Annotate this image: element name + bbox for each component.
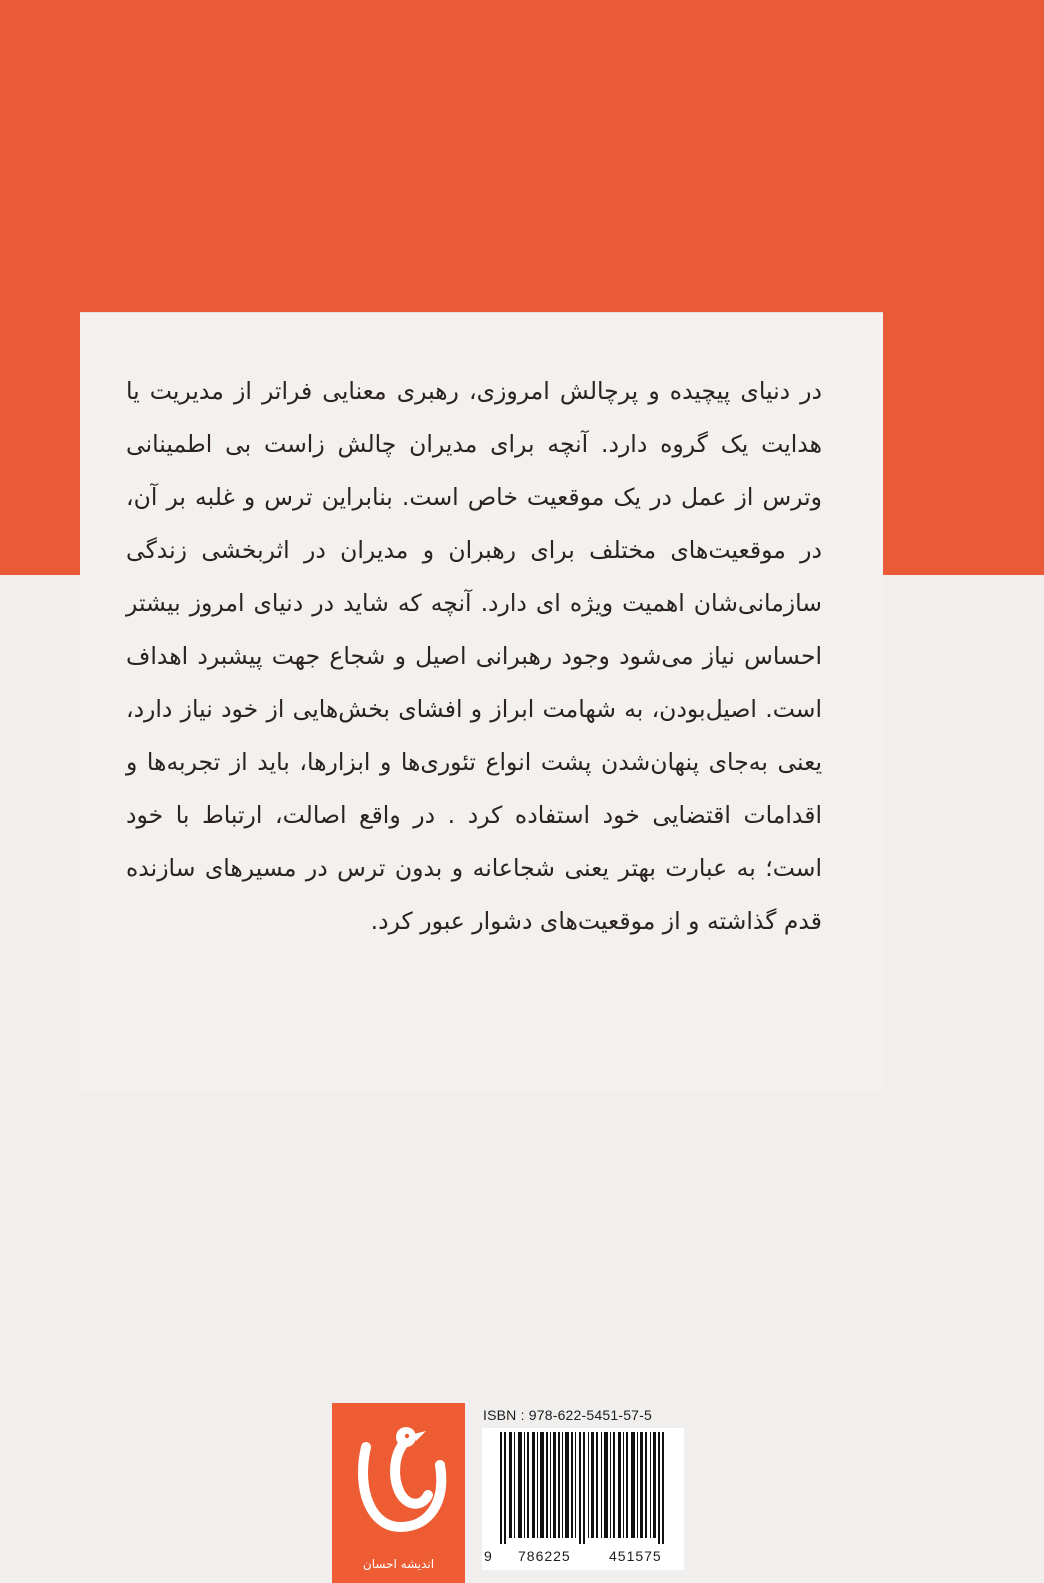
blurb-panel [80,312,883,1093]
publisher-logo [332,1403,465,1583]
publisher-name: اندیشه احسان [362,1557,435,1571]
barcode-digits-left: 786225 [518,1548,571,1564]
barcode [482,1428,684,1570]
back-cover-blurb: در دنیای پیچیده و پرچالش امروزی، رهبری معنایی فراتر از مدیریت یا هدایت یک گروه دارد. آنچه برای مدیران چالش زاست بی اطمینانی وترس از عمل در یک موقعیت خاص است. بنابراین ترس و غلبه بر آن، در موقعیت‌های مختلف برای رهبران و مدیران در اثربخشی زندگی سازمانی‌شان اهمیت ویژه ای دارد. آنچه که شاید در دنیای امروز بیشتر احساس نیاز می‌شود وجود رهبرانی اصیل و شجاع جهت پیشبرد اهداف است. اصیل‌بودن، به شهامت ابراز و افشای بخش‌هایی از خود نیاز دارد، یعنی به‌جای پنهان‌شدن پشت انواع تئوری‌ها و ابزارها، باید از تجربه‌ها و اقدامات اقتضایی خود استفاده کرد . در واقع اصالت، ارتباط با خود است؛ به عبارت بهتر یعنی شجاعانه و بدون ترس در مسیرهای سازنده قدم گذاشته و از موقعیت‌های دشوار عبور کرد. [126,377,822,935]
bird-logo-icon [332,1403,465,1553]
isbn-label: ISBN : 978-622-5451-57-5 [483,1407,653,1423]
barcode-digit-first: 9 [484,1548,492,1564]
barcode-icon [482,1428,684,1546]
barcode-digits-right: 451575 [609,1548,662,1564]
